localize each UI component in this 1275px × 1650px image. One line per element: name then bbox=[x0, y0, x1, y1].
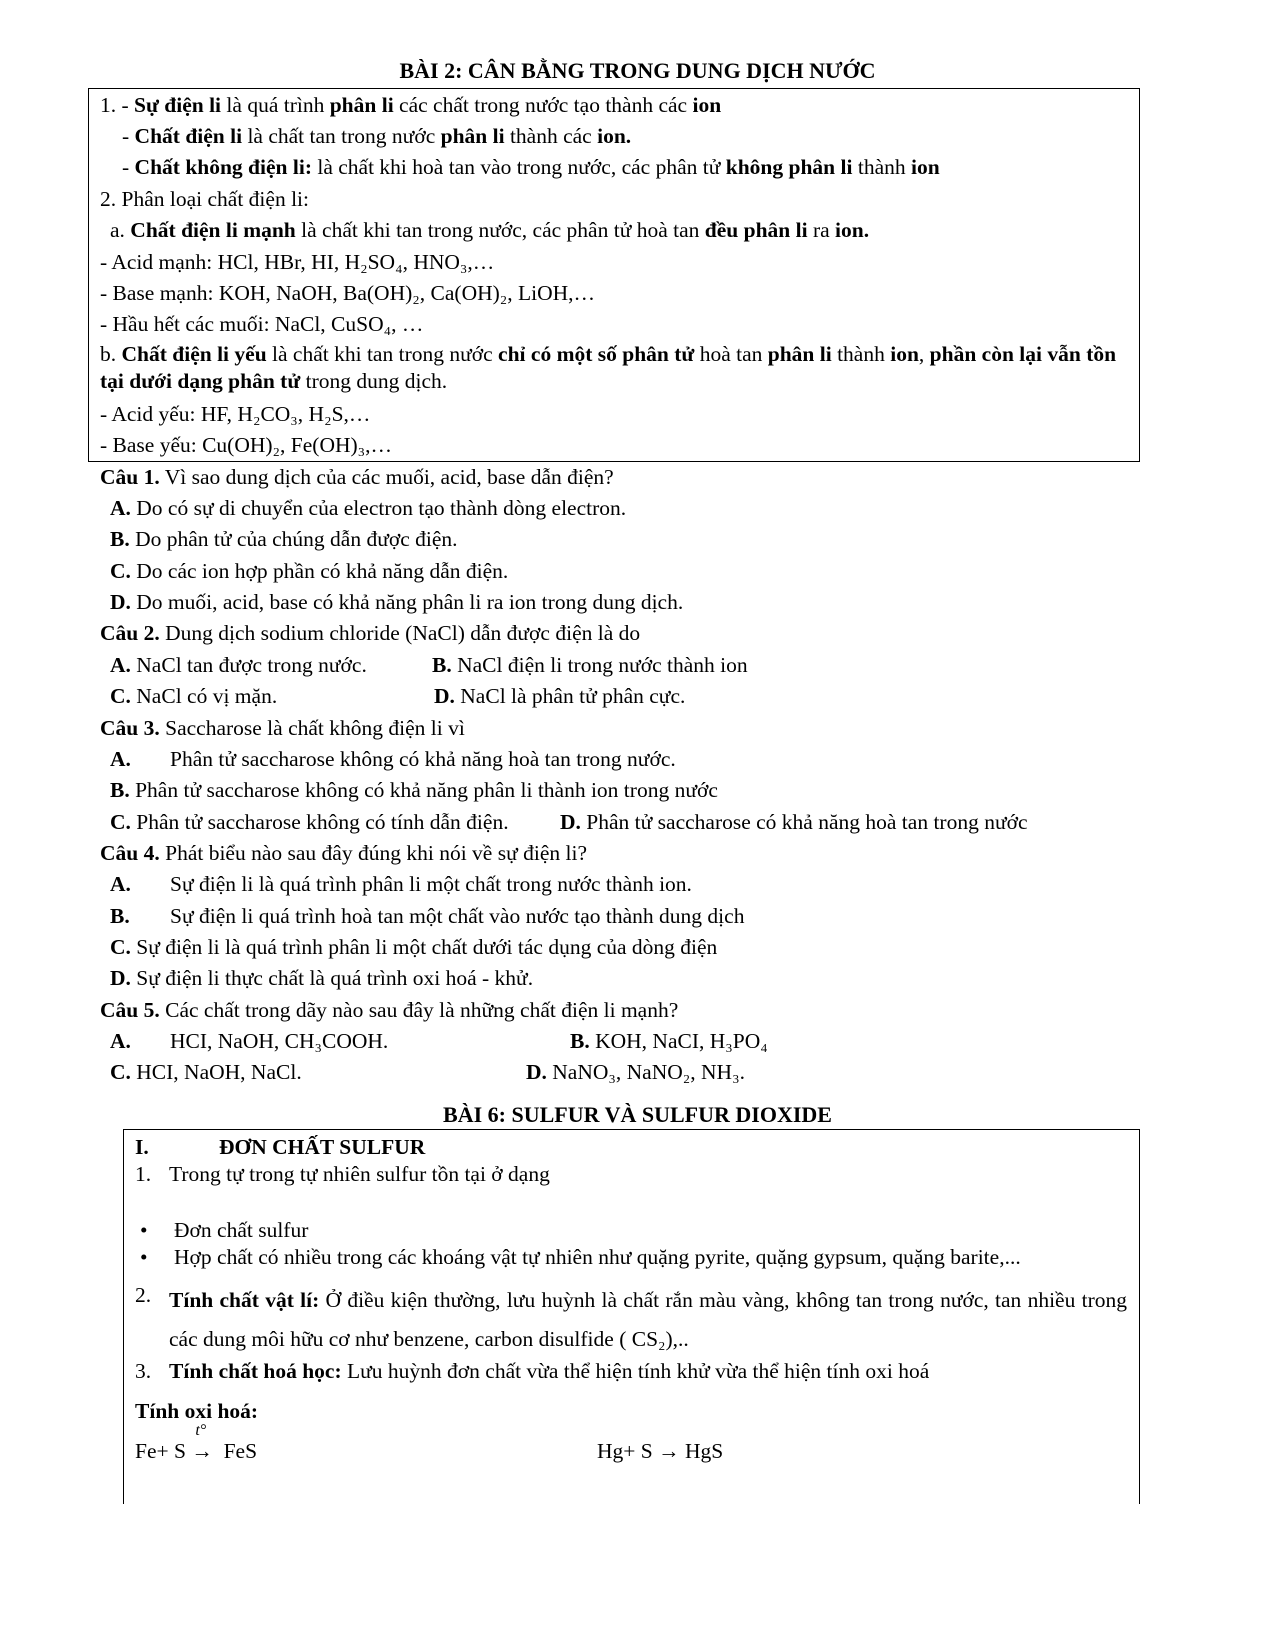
q2-option-b: B. NaCl điện li trong nước thành ion bbox=[432, 653, 748, 677]
q2-option-c: C. NaCl có vị mặn. bbox=[110, 684, 278, 708]
theory-line-4: 2. Phân loại chất điện li: bbox=[100, 187, 309, 211]
sulfur-item-2-num: 2. bbox=[135, 1283, 152, 1307]
q3-option-d: D. Phân tử saccharose có khả năng hoà tan trong nước bbox=[560, 810, 1028, 834]
q3-option-a: A. Phân tử saccharose không có khả năng hoà tan trong nước. bbox=[110, 747, 676, 771]
q2-option-a: A. NaCl tan được trong nước. bbox=[110, 653, 367, 677]
theory-line-weak-electrolyte: b. Chất điện li yếu là chất khi tan trong nước chỉ có một số phân tử hoà tan phân li thành ion, phần còn lại vẫn tồn tại dưới dạng phân tử trong dung dịch. bbox=[100, 342, 1117, 393]
sulfur-item-3: 3. Tính chất hoá học: Lưu huỳnh đơn chất vừa thể hiện tính khử vừa thể hiện tính oxi hoá bbox=[135, 1359, 930, 1383]
q2-option-d: D. NaCl là phân tử phân cực. bbox=[434, 684, 686, 708]
question-3: Câu 3. Saccharose là chất không điện li vì bbox=[100, 716, 465, 740]
q3-option-c: C. Phân tử saccharose không có tính dẫn điện. bbox=[110, 810, 509, 834]
question-4: Câu 4. Phát biểu nào sau đây đúng khi nói về sự điện li? bbox=[100, 841, 587, 865]
equation-fe-s: Fe+ S t° → FeS bbox=[135, 1422, 258, 1463]
bullet-icon: • bbox=[140, 1245, 148, 1269]
theory-line-2: - Chất điện li là chất tan trong nước phân li thành các ion. bbox=[122, 124, 632, 148]
q3-option-b: B. Phân tử saccharose không có khả năng phân li thành ion trong nước bbox=[110, 778, 718, 802]
sulfur-bullet-1: • Đơn chất sulfur bbox=[140, 1218, 309, 1242]
q5-option-b: B. KOH, NaCI, H₃PO₄ bbox=[570, 1029, 768, 1053]
q5-option-d: D. NaNO₃, NaNO₂, NH₃. bbox=[526, 1060, 745, 1084]
q1-option-c: C. Do các ion hợp phần có khả năng dẫn điện. bbox=[110, 559, 509, 583]
theory-line-weak-bases: - Base yếu: Cu(OH)₂, Fe(OH)₃,… bbox=[100, 433, 393, 457]
question-2: Câu 2. Dung dịch sodium chloride (NaCl) dẫn được điện là do bbox=[100, 621, 641, 645]
q5-option-c: C. HCI, NaOH, NaCl. bbox=[110, 1060, 302, 1084]
sulfur-item-2: Tính chất vật lí: Ở điều kiện thường, lưu huỳnh là chất rắn màu vàng, không tan trong nước, tan nhiều trong các dung môi hữu cơ như benzene, carbon disulfide ( CS₂),.. bbox=[169, 1288, 1128, 1351]
question-5: Câu 5. Các chất trong dãy nào sau đây là những chất điện li mạnh? bbox=[100, 998, 679, 1022]
sulfur-heading: I. ĐƠN CHẤT SULFUR bbox=[135, 1135, 426, 1159]
theory-line-salts: - Hầu hết các muối: NaCl, CuSO₄, … bbox=[100, 312, 424, 336]
sulfur-item-1: 1. Trong tự trong tự nhiên sulfur tồn tại ở dạng bbox=[135, 1162, 550, 1186]
sulfur-bullet-2: • Hợp chất có nhiều trong các khoáng vật tự nhiên như quặng pyrite, quặng gypsum, quặng barite,... bbox=[140, 1245, 1021, 1269]
q4-option-b: B. Sự điện li quá trình hoà tan một chất vào nước tạo thành dung dịch bbox=[110, 904, 745, 928]
section-title-bai6: BÀI 6: SULFUR VÀ SULFUR DIOXIDE bbox=[443, 1102, 832, 1127]
equation-hg-s: Hg+ S → HgS bbox=[597, 1439, 724, 1463]
theory-line-strong-acids: - Acid mạnh: HCl, HBr, HI, H₂SO₄, HNO₃,… bbox=[100, 250, 495, 274]
q5-option-a: A. HCI, NaOH, CH₃COOH. bbox=[110, 1029, 389, 1053]
q1-option-d: D. Do muối, acid, base có khả năng phân li ra ion trong dung dịch. bbox=[110, 590, 684, 614]
theory-line-3: - Chất không điện li: là chất khi hoà tan vào trong nước, các phân tử không phân li thành ion bbox=[122, 155, 940, 179]
theory-line-5: a. Chất điện li mạnh là chất khi tan trong nước, các phân tử hoà tan đều phân li ra ion. bbox=[110, 218, 870, 242]
bullet-icon: • bbox=[140, 1218, 148, 1242]
theory-line-1: 1. - Sự điện li là quá trình phân li các chất trong nước tạo thành các ion bbox=[100, 93, 722, 117]
oxidizing-label: Tính oxi hoá: bbox=[135, 1399, 259, 1423]
theory-line-strong-bases: - Base mạnh: KOH, NaOH, Ba(OH)₂, Ca(OH)₂, LiOH,… bbox=[100, 281, 596, 305]
q4-option-d: D. Sự điện li thực chất là quá trình oxi hoá - khử. bbox=[110, 966, 534, 990]
q1-option-a: A. Do có sự di chuyển của electron tạo thành dòng electron. bbox=[110, 496, 627, 520]
q4-option-a: A. Sự điện li là quá trình phân li một chất trong nước thành ion. bbox=[110, 872, 692, 896]
section-title-bai2: BÀI 2: CÂN BẰNG TRONG DUNG DỊCH NƯỚC bbox=[399, 58, 876, 83]
q4-option-c: C. Sự điện li là quá trình phân li một chất dưới tác dụng của dòng điện bbox=[110, 935, 718, 959]
reaction-arrow-icon: t° → bbox=[191, 1422, 213, 1463]
q1-option-b: B. Do phân tử của chúng dẫn được điện. bbox=[110, 527, 458, 551]
question-1: Câu 1. Vì sao dung dịch của các muối, acid, base dẫn điện? bbox=[100, 465, 614, 489]
theory-line-weak-acids: - Acid yếu: HF, H₂CO₃, H₂S,… bbox=[100, 402, 371, 426]
